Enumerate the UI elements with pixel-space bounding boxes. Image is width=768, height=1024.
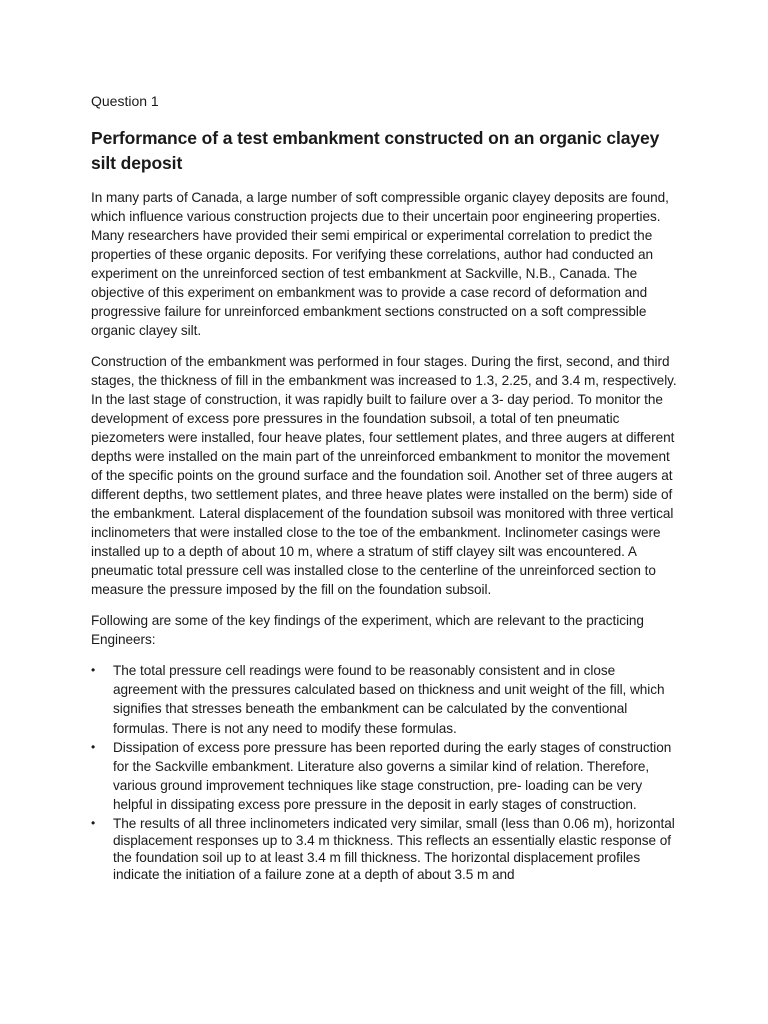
document-page <box>91 92 681 883</box>
document-title: Performance of a test embankment constructed on an organic clayey silt deposit <box>91 128 660 173</box>
list-item <box>91 815 681 883</box>
paragraph-construction: Construction of the embankment was performed in four stages. During the first, second, and third stages, the thickness of fill in the embankment was increased to 1.3, 2.25, and 3.4 m, respectively. In the last stage of construction, it was rapidly built to failure over a 3- day period. To monitor the development of excess pore pressures in the foundation subsoil, a total of ten pneumatic piezometers were installed, four heave plates, four settlement plates, and three augers at different depths were installed on the main part of the unreinforced embankment to monitor the movement of the specific points on the ground surface and the foundation soil. Another set of three augers at different depths, two settlement plates, and three heave plates were installed on the berm) side of the embankment. Lateral displacement of the foundation subsoil was monitored with three vertical inclinometers that were installed close to the toe of the embankment. Inclinometer casings were installed up to a depth of about 10 m, where a stratum of stiff clayey silt was encountered. A pneumatic total pressure cell was installed close to the centerline of the unreinforced section to measure the pressure imposed by the fill on the foundation subsoil. <box>91 354 677 597</box>
bullet-icon: • <box>91 815 96 830</box>
question-label: Question 1 <box>91 93 159 109</box>
list-item-text: The results of all three inclinometers indicated very similar, small (less than 0.06 m), horizontal displacement responses up to 3.4 m thickness. This reflects an essentially elastic response of the foundation soil up to at least 3.4 m fill thickness. The horizontal displacement profiles indicate the initiation of a failure zone at a depth of about 3.5 m and <box>113 815 675 882</box>
paragraph-findings-intro: Following are some of the key findings of the experiment, which are relevant to the practicing Engineers: <box>91 613 644 647</box>
list-item-text: The total pressure cell readings were found to be reasonably consistent and in close agreement with the pressures calculated based on thickness and unit weight of the fill, which signifies that stresses beneath the embankment can be calculated by the conventional formulas. There is not any need to modify these formulas. <box>113 663 665 736</box>
list-item-text: Dissipation of excess pore pressure has been reported during the early stages of construction for the Sackville embankment. Literature also governs a similar kind of relation. Therefore, various ground improvement techniques like stage construction, pre- loading can be very helpful in dissipating excess pore pressure in the deposit in early stages of construction. <box>113 739 672 813</box>
list-item <box>91 738 681 815</box>
bullet-icon: • <box>91 739 96 754</box>
bullet-icon: • <box>91 663 96 677</box>
findings-list <box>91 661 681 883</box>
paragraph-intro: In many parts of Canada, a large number of soft compressible organic clayey deposits are found, which influence various construction projects due to their uncertain poor engineering properties. Many researchers have provided their semi empirical or experimental correlation to predict the properties of these organic deposits. For verifying these correlations, author had conducted an experiment on the unreinforced section of test embankment at Sackville, N.B., Canada. The objective of this experiment on embankment was to provide a case record of deformation and progressive failure for unreinforced embankment sections constructed on a soft compressible organic clayey silt. <box>91 190 669 338</box>
list-item <box>91 661 681 738</box>
